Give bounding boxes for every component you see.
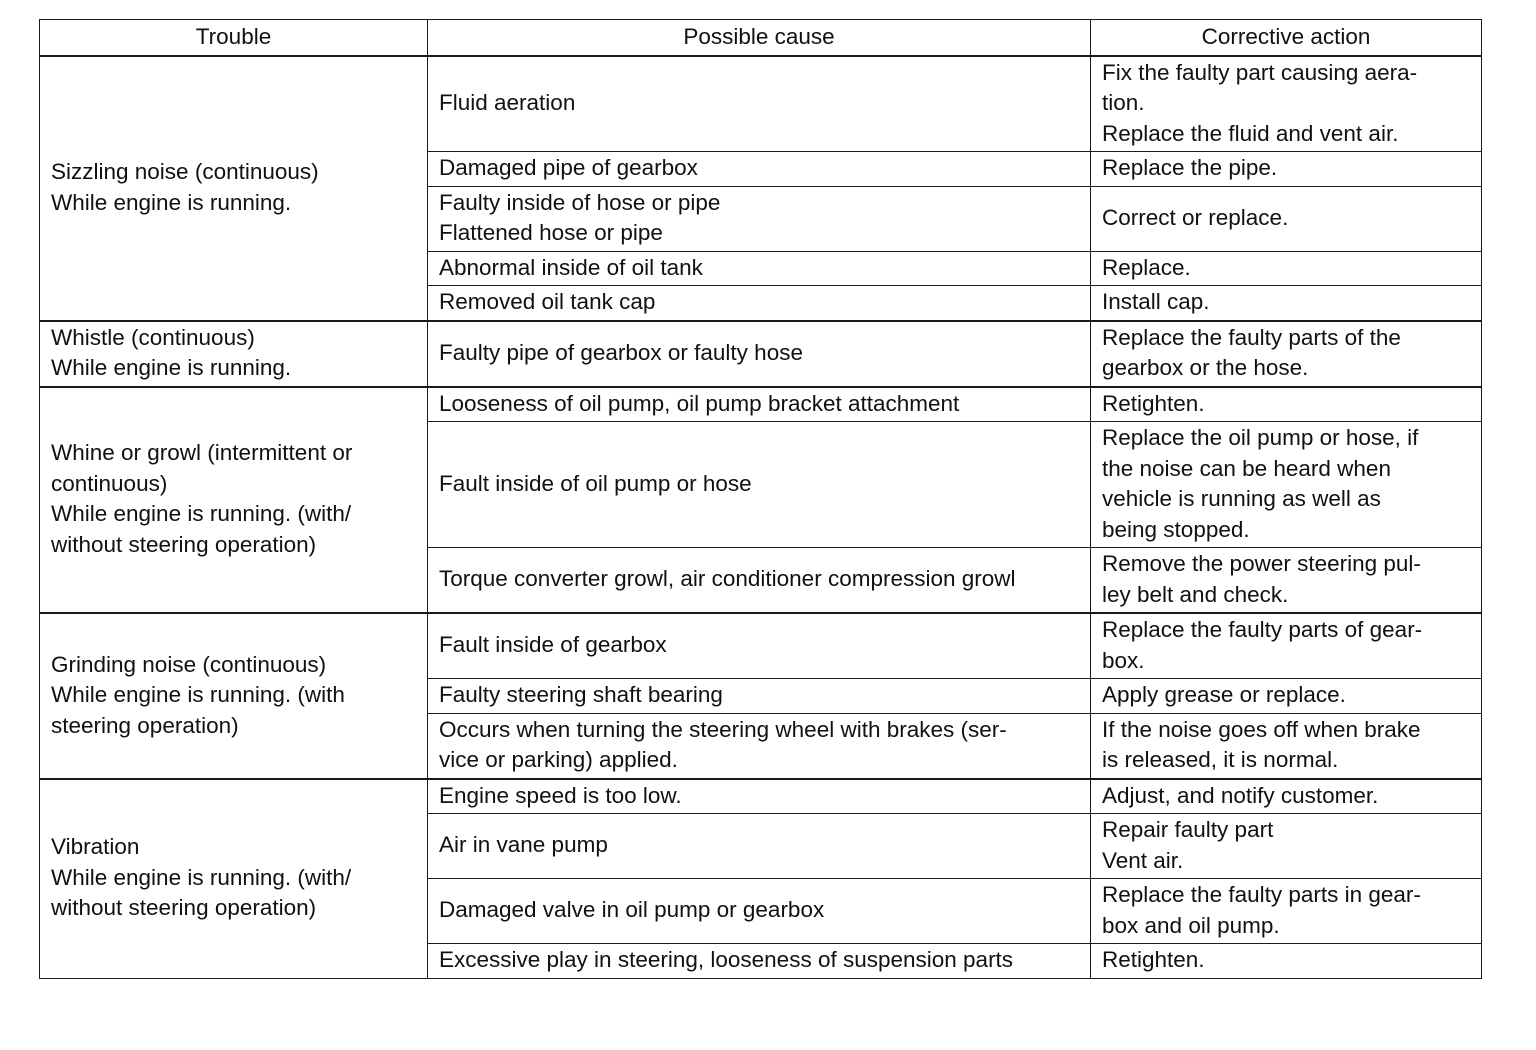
table-row	[40, 779, 1482, 814]
action-cell: Replace.	[1091, 251, 1482, 286]
cause-cell: Removed oil tank cap	[428, 286, 1091, 321]
cause-cell: Excessive play in steering, looseness of suspension parts	[428, 944, 1091, 979]
action-cell: Retighten.	[1091, 944, 1482, 979]
action-cell: Remove the power steering pul- ley belt and check.	[1091, 548, 1482, 614]
cause-cell: Faulty pipe of gearbox or faulty hose	[428, 321, 1091, 387]
table-row	[40, 56, 1482, 152]
cause-cell: Occurs when turning the steering wheel with brakes (ser- vice or parking) applied.	[428, 713, 1091, 779]
cause-cell: Air in vane pump	[428, 814, 1091, 879]
cause-cell: Fault inside of gearbox	[428, 613, 1091, 679]
header-corrective-action: Corrective action	[1091, 20, 1482, 56]
action-cell: If the noise goes off when brake is released, it is normal.	[1091, 713, 1482, 779]
table-row	[40, 321, 1482, 387]
action-cell: Fix the faulty part causing aera- tion. Replace the fluid and vent air.	[1091, 56, 1482, 152]
action-cell: Adjust, and notify customer.	[1091, 779, 1482, 814]
table-row	[40, 387, 1482, 422]
troubleshooting-sheet	[39, 19, 1481, 979]
action-cell: Apply grease or replace.	[1091, 679, 1482, 714]
action-cell: Retighten.	[1091, 387, 1482, 422]
action-cell: Repair faulty part Vent air.	[1091, 814, 1482, 879]
troubleshooting-table	[39, 19, 1482, 979]
cause-cell: Engine speed is too low.	[428, 779, 1091, 814]
cause-cell: Torque converter growl, air conditioner compression growl	[428, 548, 1091, 614]
trouble-cell: Whine or growl (intermittent or continuous) While engine is running. (with/ without steering operation)	[40, 387, 428, 614]
table-header-row	[40, 20, 1482, 56]
cause-cell: Fluid aeration	[428, 56, 1091, 152]
action-cell: Replace the oil pump or hose, if the noise can be heard when vehicle is running as well as being stopped.	[1091, 422, 1482, 548]
trouble-cell: Sizzling noise (continuous) While engine is running.	[40, 56, 428, 321]
cause-cell: Fault inside of oil pump or hose	[428, 422, 1091, 548]
action-cell: Replace the faulty parts of gear- box.	[1091, 613, 1482, 679]
cause-cell: Damaged pipe of gearbox	[428, 152, 1091, 187]
cause-cell: Damaged valve in oil pump or gearbox	[428, 879, 1091, 944]
action-cell: Replace the pipe.	[1091, 152, 1482, 187]
header-trouble: Trouble	[40, 20, 428, 56]
cause-cell: Faulty inside of hose or pipe Flattened hose or pipe	[428, 186, 1091, 251]
action-cell: Replace the faulty parts in gear- box and oil pump.	[1091, 879, 1482, 944]
action-cell: Install cap.	[1091, 286, 1482, 321]
header-possible-cause: Possible cause	[428, 20, 1091, 56]
cause-cell: Faulty steering shaft bearing	[428, 679, 1091, 714]
trouble-cell: Vibration While engine is running. (with/ without steering operation)	[40, 779, 428, 979]
action-cell: Correct or replace.	[1091, 186, 1482, 251]
table-row	[40, 613, 1482, 679]
trouble-cell: Grinding noise (continuous) While engine is running. (with steering operation)	[40, 613, 428, 779]
cause-cell: Abnormal inside of oil tank	[428, 251, 1091, 286]
action-cell: Replace the faulty parts of the gearbox or the hose.	[1091, 321, 1482, 387]
trouble-cell: Whistle (continuous) While engine is running.	[40, 321, 428, 387]
cause-cell: Looseness of oil pump, oil pump bracket attachment	[428, 387, 1091, 422]
